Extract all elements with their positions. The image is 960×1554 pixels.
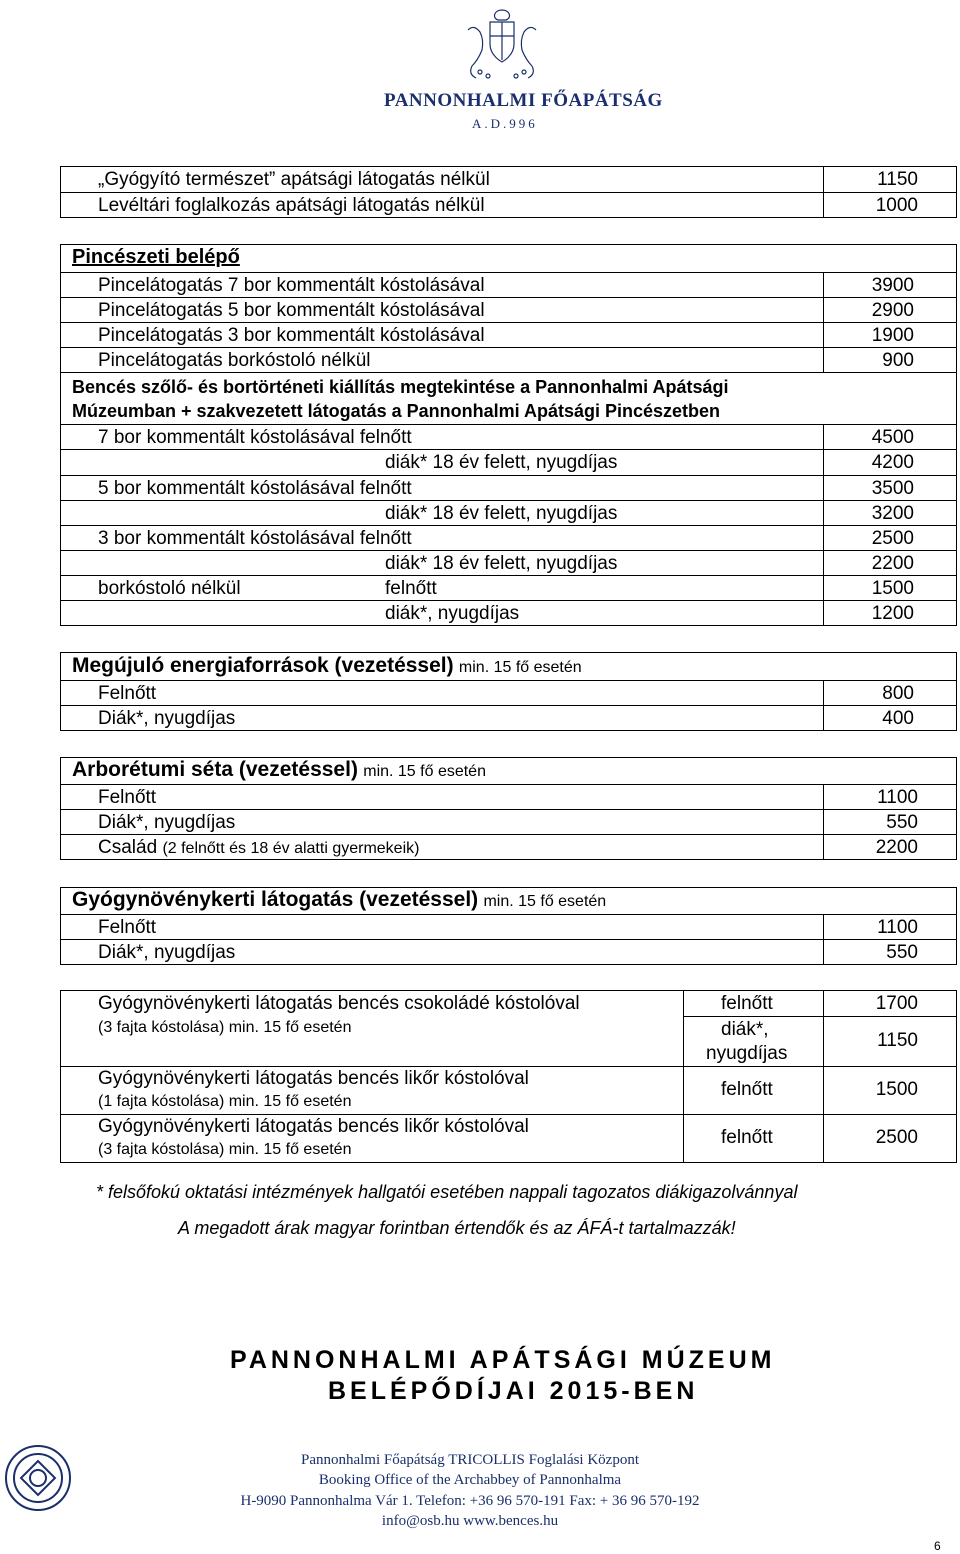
section4-title: Arborétumi séta (vezetéssel) xyxy=(72,758,358,781)
tasting-row-label: diák* 18 év felett, nyugdíjas xyxy=(385,553,618,574)
combo-item-price: 1500 xyxy=(875,1079,918,1100)
cellar-row-label: Pincelátogatás 3 bor kommentált kóstolásával xyxy=(98,325,485,346)
cellar-row-price: 2900 xyxy=(871,300,914,321)
footer-line: Booking Office of the Archabbey of Pannonhalma xyxy=(318,1472,622,1488)
cellar-row-label: Pincelátogatás 7 bor kommentált kóstolásával xyxy=(98,275,485,296)
currency-note: A megadott árak magyar forintban értendők és az ÁFÁ-t tartalmazzák! xyxy=(178,1218,736,1238)
combo-item-title: Gyógynövénykerti látogatás bencés csokoládé kóstolóval xyxy=(98,993,580,1014)
section5-row-price: 1100 xyxy=(877,917,918,938)
year-mark: A.D.996 xyxy=(472,116,538,131)
tasting-row-price: 1500 xyxy=(871,578,914,599)
museum-title: PANNONHALMI APÁTSÁGI MÚZEUM xyxy=(230,1346,776,1374)
family-note: (2 felnőtt és 18 év alatti gyermekeik) xyxy=(162,840,420,857)
section3-row-price: 400 xyxy=(882,708,914,729)
section3-note: min. 15 fő esetén xyxy=(458,659,582,676)
section4-row-price: 1100 xyxy=(877,787,918,808)
footer-line: info@osb.hu www.bences.hu xyxy=(381,1513,559,1529)
tasting-row-price: 3500 xyxy=(871,478,914,499)
combo-item-category: felnőtt xyxy=(721,1079,773,1100)
tasting-row-price: 4200 xyxy=(871,452,914,473)
tasting-row-label: diák*, nyugdíjas xyxy=(385,603,520,624)
combo-item-price: 1150 xyxy=(877,1030,918,1051)
tasting-row-price: 2500 xyxy=(871,528,914,549)
tasting-row-label: 5 bor kommentált kóstolásával felnőtt xyxy=(98,478,412,499)
section4-row-price: 550 xyxy=(886,812,918,833)
section3-row-label: Diák*, nyugdíjas xyxy=(98,708,236,729)
tasting-row-label: diák* 18 év felett, nyugdíjas xyxy=(385,503,618,524)
cellar-row-label: Pincelátogatás 5 bor kommentált kóstolásával xyxy=(98,300,485,321)
section5-row-label: Felnőtt xyxy=(98,917,157,938)
combo-item-category: diák*, xyxy=(721,1019,769,1040)
footer-line: H-9090 Pannonhalma Vár 1. Telefon: +36 96 570-191 Fax: + 36 96 570-192 xyxy=(240,1493,700,1509)
org-name: PANNONHALMI FŐAPÁTSÁG xyxy=(384,90,663,111)
cellar-row-price: 1900 xyxy=(871,325,914,346)
family-row xyxy=(98,837,419,860)
section1-row-price: 1000 xyxy=(875,195,918,216)
section1-row-price: 1150 xyxy=(877,169,918,190)
section3-header xyxy=(72,655,582,679)
museum-subtitle: BELÉPŐDÍJAI 2015-BEN xyxy=(328,1377,699,1405)
tasting-row-sub: felnőtt xyxy=(385,578,437,599)
section5-row-label: Diák*, nyugdíjas xyxy=(98,942,236,963)
cellar-row-price: 3900 xyxy=(871,275,914,296)
section1-row-label: Levéltári foglalkozás apátsági látogatás nélkül xyxy=(98,195,485,216)
family-price: 2200 xyxy=(875,837,918,858)
exhibit-description: Bencés szőlő- és bortörténeti kiállítás megtekintése a Pannonhalmi Apátsági xyxy=(72,377,729,397)
combo-item-category: nyugdíjas xyxy=(706,1043,788,1064)
section4-header xyxy=(72,759,486,783)
section1-row-label: „Gyógyító természet” apátsági látogatás nélkül xyxy=(98,169,490,190)
family-label: Család xyxy=(98,837,158,858)
section5-row-price: 550 xyxy=(886,942,918,963)
student-note: * felsőfokú oktatási intézmények hallgatói esetében nappali tagozatos diákigazolvánnyal xyxy=(96,1182,798,1202)
combo-item-price: 2500 xyxy=(875,1127,918,1148)
section5-title: Gyógynövénykerti látogatás (vezetéssel) xyxy=(72,888,479,911)
section4-note: min. 15 fő esetén xyxy=(363,763,486,780)
cellar-row-label: Pincelátogatás borkóstoló nélkül xyxy=(98,350,371,371)
tasting-row-label: 7 bor kommentált kóstolásával felnőtt xyxy=(98,427,412,448)
coat-of-arms-logo xyxy=(458,4,546,84)
section2-title: Pincészeti belépő xyxy=(72,246,240,268)
section5-header xyxy=(72,889,606,913)
tasting-row-price: 3200 xyxy=(871,503,914,524)
tasting-row-label: 3 bor kommentált kóstolásával felnőtt xyxy=(98,528,412,549)
section3-row-price: 800 xyxy=(882,683,914,704)
combo-item-note: (1 fajta kóstolása) min. 15 fő esetén xyxy=(98,1093,352,1110)
world-heritage-emblem xyxy=(0,1432,76,1522)
tasting-row-label: diák* 18 év felett, nyugdíjas xyxy=(385,452,618,473)
combo-item-category: felnőtt xyxy=(721,993,773,1014)
page-number: 6 xyxy=(934,1539,941,1553)
tasting-row-price: 4500 xyxy=(871,427,914,448)
section3-row-label: Felnőtt xyxy=(98,683,157,704)
section5-note: min. 15 fő esetén xyxy=(483,893,607,910)
tasting-row-price: 2200 xyxy=(871,553,914,574)
footer-line: Pannonhalmi Főapátság TRICOLLIS Foglalási Központ xyxy=(300,1452,640,1468)
tasting-row-label: borkóstoló nélkül xyxy=(98,578,241,599)
combo-item-price: 1700 xyxy=(875,993,918,1014)
combo-item-title: Gyógynövénykerti látogatás bencés likőr kóstolóval xyxy=(98,1068,529,1089)
combo-item-note: (3 fajta kóstolása) min. 15 fő esetén xyxy=(98,1019,352,1036)
exhibit-description: Múzeumban + szakvezetett látogatás a Pannonhalmi Apátsági Pincészetben xyxy=(72,401,721,421)
cellar-row-price: 900 xyxy=(882,350,914,371)
combo-item-title: Gyógynövénykerti látogatás bencés likőr kóstolóval xyxy=(98,1116,529,1137)
combo-item-category: felnőtt xyxy=(721,1127,773,1148)
tasting-row-price: 1200 xyxy=(871,603,914,624)
combo-item-note: (3 fajta kóstolása) min. 15 fő esetén xyxy=(98,1141,352,1158)
section3-title: Megújuló energiaforrások (vezetéssel) xyxy=(72,654,454,677)
section4-row-label: Felnőtt xyxy=(98,787,157,808)
section4-row-label: Diák*, nyugdíjas xyxy=(98,812,236,833)
